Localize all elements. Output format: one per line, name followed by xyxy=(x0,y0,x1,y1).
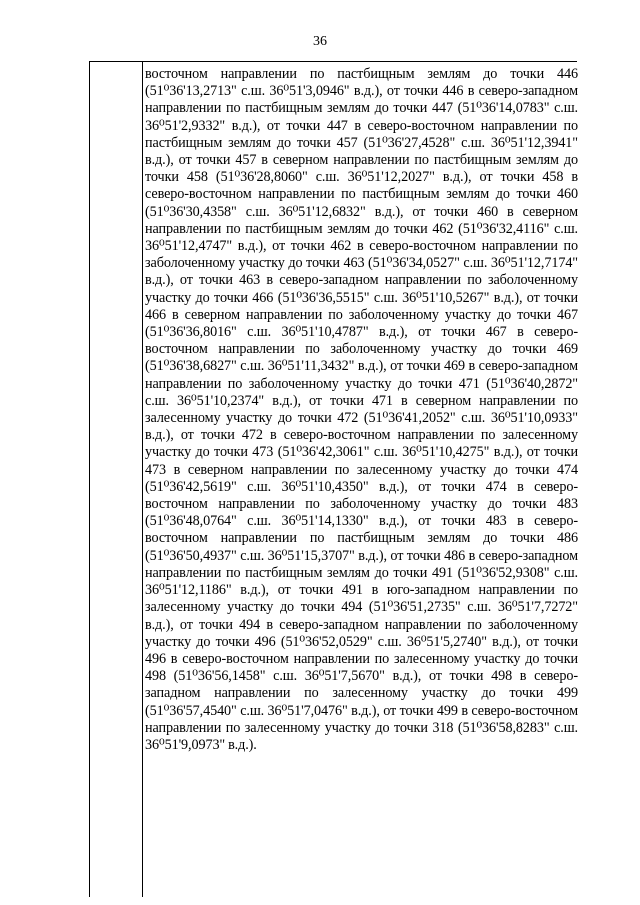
boundary-description-text: восточном направлении по пастбищным землям до точки 446 (51⁰36'13,2713" с.ш. 36⁰51'3,0946" в.д.), от точки 446 в северо-западном направлении по пастбищным землям до точки 447 (51⁰36'14,0783" с.ш. 36⁰51'2,9332" в.д.), от точки 447 в северо-восточном направлении по пастбищным землям до точки 457 (51⁰36'27,4528" с.ш. 36⁰51'12,3941" в.д.), от точки 457 в северном направлении по пастбищным землям до точки 458 (51⁰36'28,8060" с.ш. 36⁰51'12,2027" в.д.), от точки 458 в северо-восточном направлении по пастбищным землям до точки 460 (51⁰36'30,4358" с.ш. 36⁰51'12,6832" в.д.), от точки 460 в северном направлении по пастбищным землям до точки 462 (51⁰36'32,4116" с.ш. 36⁰51'12,4747" в.д.), от точки 462 в северо-восточном направлении по заболоченному участку до точки 463 (51⁰36'34,0527" с.ш. 36⁰51'12,7174" в.д.), от точки 463 в северо-западном направлении по заболоченному участку до точки 466 (51⁰36'36,5515" с.ш. 36⁰51'10,5267" в.д.), от точки 466 в северном направлении по заболоченному участку до точки 467 (51⁰36'36,8016" с.ш. 36⁰51'10,4787" в.д.), от точки 467 в северо-восточном направлении по заболоченному участку до точки 469 (51⁰36'38,6827" с.ш. 36⁰51'11,3432" в.д.), от точки 469 в северо-западном направлении по заболоченному участку до точки 471 (51⁰36'40,2872" с.ш. 36⁰51'10,2374" в.д.), от точки 471 в северном направлении по залесенному участку до точки 472 (51⁰36'41,2052" с.ш. 36⁰51'10,0933" в.д.), от точки 472 в северо-восточном направлении по залесенному участку до точки 473 (51⁰36'42,3061" с.ш. 36⁰51'10,4275" в.д.), от точки 473 в северном направлении по залесенному участку до точки 474 (51⁰36'42,5619" с.ш. 36⁰51'10,4350" в.д.), от точки 474 в северо-восточном направлении по заболоченному участку до точки 483 (51⁰36'48,0764" с.ш. 36⁰51'14,1330" в.д.), от точки 483 в северо-восточном направлении по пастбищным землям до точки 486 (51⁰36'50,4937" с.ш. 36⁰51'15,3707" в.д.), от точки 486 в северо-западном направлении по пастбищным землям до точки 491 (51⁰36'52,9308" с.ш. 36⁰51'12,1186" в.д.), от точки 491 в юго-западном направлении по залесенному участку до точки 494 (51⁰36'51,2735" с.ш. 36⁰51'7,7272" в.д.), от точки 494 в северо-западном направлении по заболоченному участку до точки 496 (51⁰36'52,0529" с.ш. 36⁰51'5,2740" в.д.), от точки 496 в северо-восточном направлении по залесенному участку до точки 498 (51⁰36'56,1458" с.ш. 36⁰51'7,5670" в.д.), от точки 498 в северо-западном направлении по залесенному участку до точки 499 (51⁰36'57,4540" с.ш. 36⁰51'7,0476" в.д.), от точки 499 в северо-восточном направлении по залесенному участку до точки 318 (51⁰36'58,8283" с.ш. 36⁰51'9,0973" в.д.). xyxy=(145,66,578,753)
page-number: 36 xyxy=(313,34,327,49)
column-divider xyxy=(142,61,143,897)
